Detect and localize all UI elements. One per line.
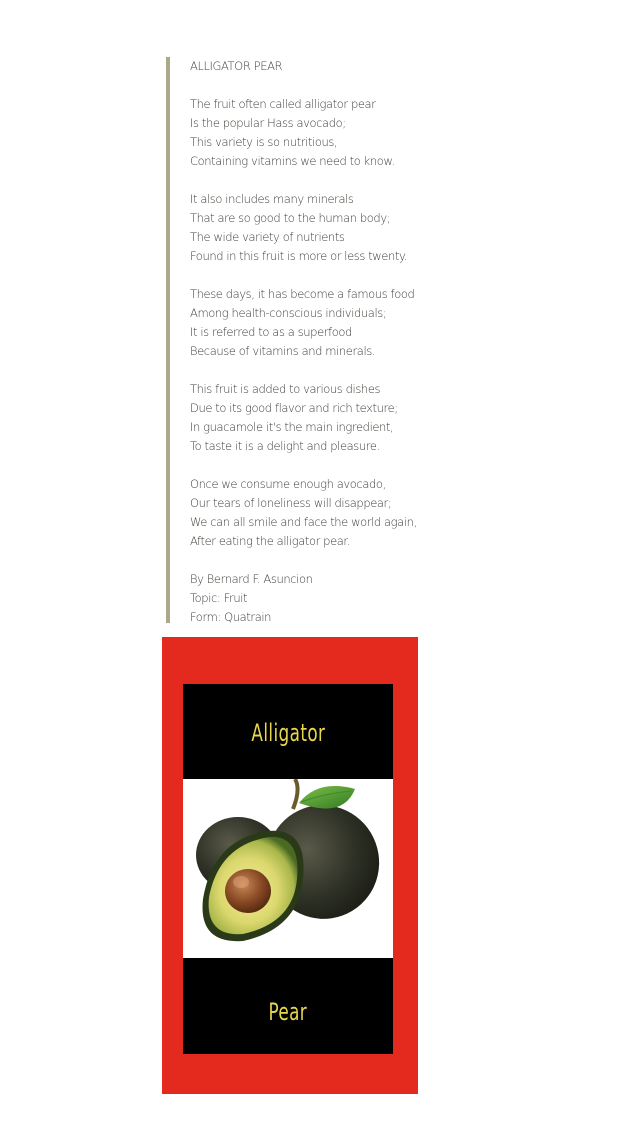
poem-line: The wide variety of nutrients [190, 230, 345, 244]
card-top-label: Alligator [251, 718, 325, 747]
card-bottom-label: Pear [268, 998, 308, 1026]
avocado-photo [183, 779, 393, 958]
poem-line: Due to its good flavor and rich texture; [190, 401, 398, 415]
poem-line: Found in this fruit is more or less twenty. [190, 249, 408, 263]
poem-line: These days, it has become a famous food [190, 287, 415, 301]
poem-card [162, 637, 418, 1094]
stanza [190, 190, 417, 266]
form: Form: Quatrain [190, 610, 272, 624]
poem-line: That are so good to the human body; [190, 211, 391, 225]
poem-line: Containing vitamins we need to know. [190, 154, 395, 168]
poem-title: ALLIGATOR PEAR [190, 59, 283, 73]
poem-line: The fruit often called alligator pear [190, 97, 376, 111]
poem-line: Among health-conscious individuals; [190, 306, 387, 320]
poem-line: This fruit is added to various dishes [190, 382, 381, 396]
poem-line: In guacamole it's the main ingredient, [190, 420, 394, 434]
poem-line: It also includes many minerals [190, 192, 354, 206]
stanza [190, 95, 417, 171]
avocado-pit [225, 869, 271, 913]
poem-line: Because of vitamins and minerals. [190, 344, 376, 358]
stanza [190, 475, 417, 551]
poem-line: Is the popular Hass avocado; [190, 116, 346, 130]
leaf-icon [299, 786, 355, 809]
poem-meta [190, 570, 417, 627]
poem-line: Our tears of loneliness will disappear; [190, 496, 392, 510]
poem-text [190, 57, 417, 627]
topic: Topic: Fruit [190, 591, 248, 605]
poem-line: This variety is so nutritious, [190, 135, 338, 149]
stem [293, 779, 298, 809]
card-bottom-band [183, 958, 393, 1054]
card-inner [183, 684, 393, 1054]
poem-line: We can all smile and face the world again, [190, 515, 417, 529]
stanza [190, 380, 417, 456]
poem-line: Once we consume enough avocado, [190, 477, 386, 491]
poem-line: After eating the alligator pear. [190, 534, 350, 548]
poem-block [166, 57, 470, 623]
byline: By Bernard F. Asuncion [190, 572, 313, 586]
card-top-band [183, 684, 393, 779]
poem-line: To taste it is a delight and pleasure. [190, 439, 380, 453]
stanza [190, 285, 417, 361]
poem-line: It is referred to as a superfood [190, 325, 352, 339]
